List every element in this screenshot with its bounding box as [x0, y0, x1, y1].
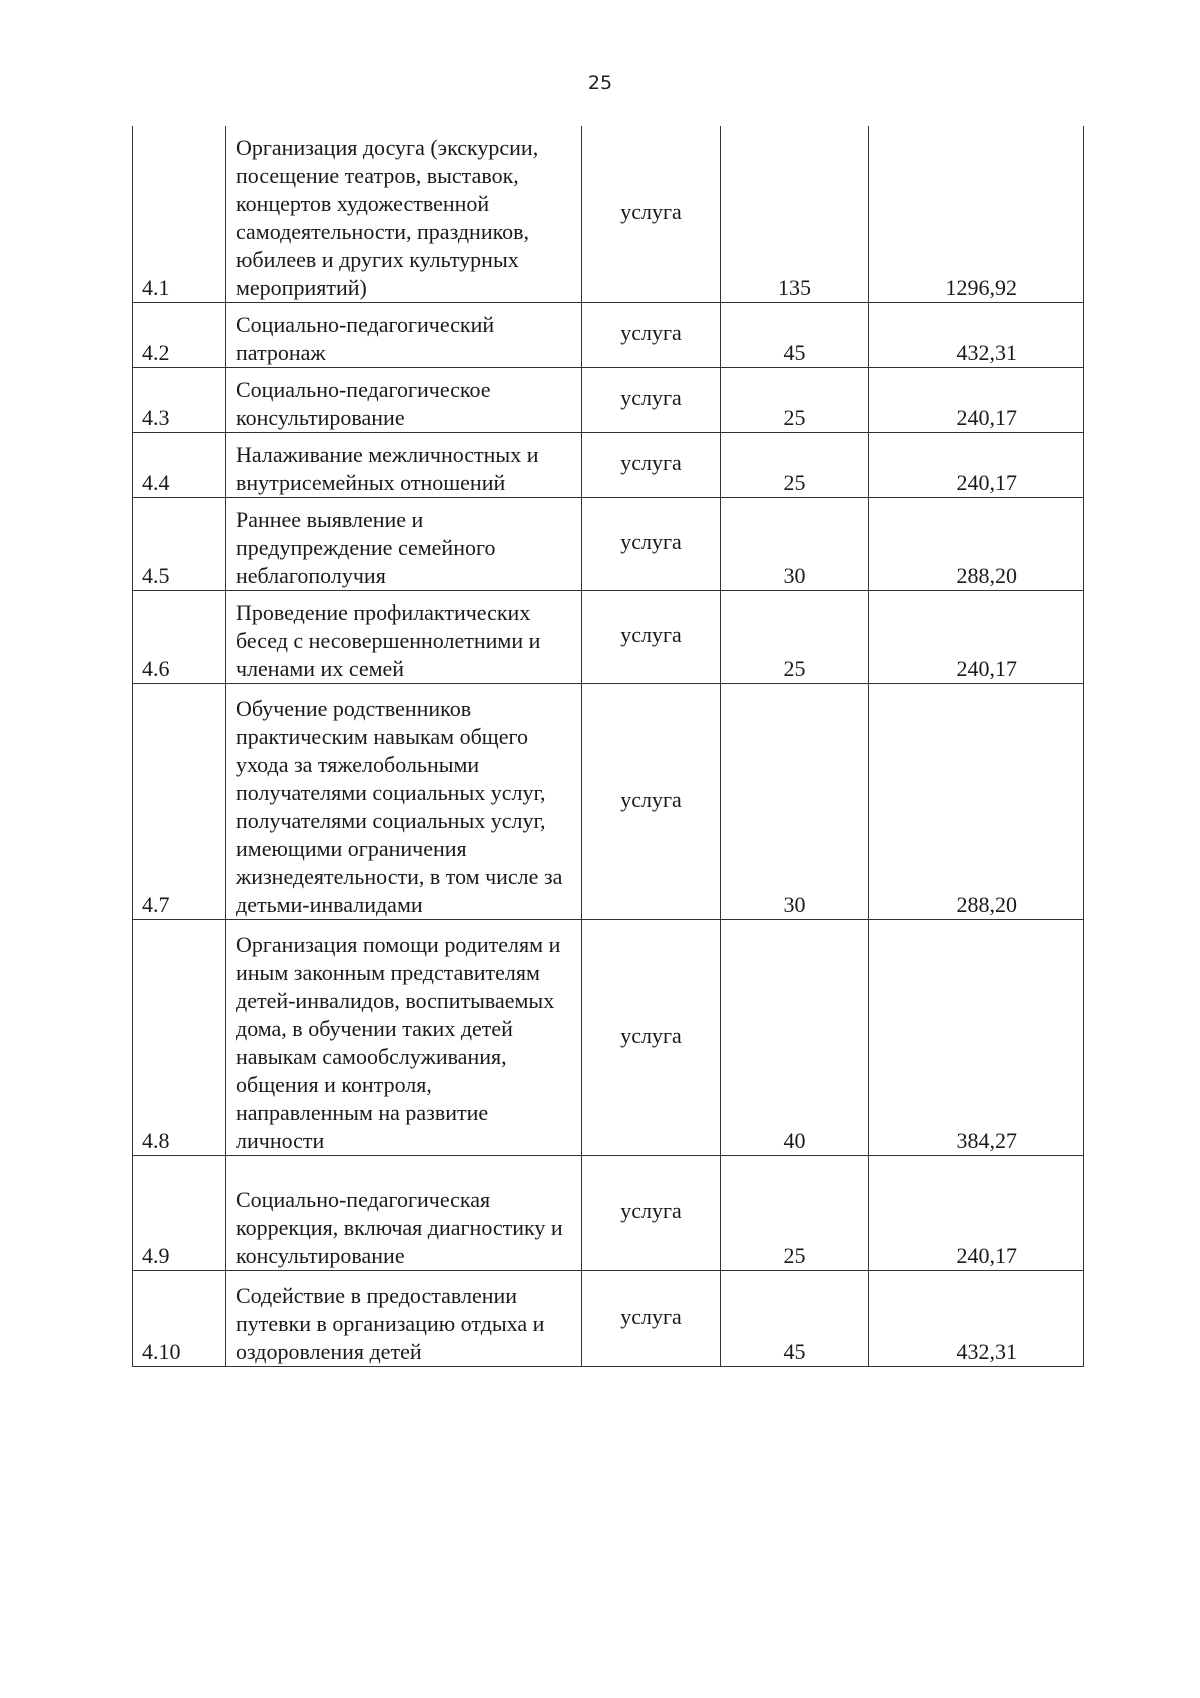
tariff-value: 288,20: [869, 684, 1084, 920]
row-number: 4.9: [133, 1156, 226, 1271]
table-row: [133, 1271, 1084, 1367]
time-norm: 45: [721, 1271, 869, 1367]
time-norm: 30: [721, 498, 869, 591]
row-number: 4.7: [133, 684, 226, 920]
time-norm: 30: [721, 684, 869, 920]
row-number: 4.5: [133, 498, 226, 591]
row-number: 4.3: [133, 368, 226, 433]
table-row: [133, 126, 1084, 303]
time-norm: 45: [721, 303, 869, 368]
unit-of-measure: услуга: [582, 368, 721, 433]
tariff-value: 240,17: [869, 1156, 1084, 1271]
row-number: 4.2: [133, 303, 226, 368]
unit-of-measure: услуга: [582, 1271, 721, 1367]
table-row: [133, 303, 1084, 368]
table-row: [133, 591, 1084, 684]
services-table: [132, 126, 1084, 1367]
tariff-value: 288,20: [869, 498, 1084, 591]
service-name: Организация досуга (экскурсии, посещение театров, выставок, концертов художественной самодеятельности, праздников, юбилеев и других культурных мероприятий): [226, 126, 582, 303]
service-name: Социально-педагогическая коррекция, включая диагностику и консультирование: [226, 1156, 582, 1271]
service-name: Обучение родственников практическим навыкам общего ухода за тяжелобольными получателями социальных услуг, получателями социальных услуг, имеющими ограничения жизнедеятельности, в том числе за детьми-инвалидами: [226, 684, 582, 920]
row-number: 4.1: [133, 126, 226, 303]
table-row: [133, 498, 1084, 591]
table-row: [133, 684, 1084, 920]
table-row: [133, 433, 1084, 498]
table-row: [133, 1156, 1084, 1271]
time-norm: 25: [721, 433, 869, 498]
tariff-value: 432,31: [869, 303, 1084, 368]
unit-of-measure: услуга: [582, 920, 721, 1156]
service-name: Содействие в предоставлении путевки в организацию отдыха и оздоровления детей: [226, 1271, 582, 1367]
service-name: Социально-педагогическое консультирование: [226, 368, 582, 433]
time-norm: 40: [721, 920, 869, 1156]
service-name: Проведение профилактических бесед с несовершеннолетними и членами их семей: [226, 591, 582, 684]
unit-of-measure: услуга: [582, 591, 721, 684]
page-number: 25: [587, 72, 613, 94]
tariff-value: 240,17: [869, 368, 1084, 433]
unit-of-measure: услуга: [582, 684, 721, 920]
tariff-value: 240,17: [869, 433, 1084, 498]
row-number: 4.10: [133, 1271, 226, 1367]
time-norm: 25: [721, 1156, 869, 1271]
unit-of-measure: услуга: [582, 126, 721, 303]
service-name: Налаживание межличностных и внутрисемейных отношений: [226, 433, 582, 498]
time-norm: 25: [721, 368, 869, 433]
service-name: Организация помощи родителям и иным законным представителям детей-инвалидов, воспитываемых дома, в обучении таких детей навыкам самообслуживания, общения и контроля, направленным на развитие личности: [226, 920, 582, 1156]
unit-of-measure: услуга: [582, 303, 721, 368]
unit-of-measure: услуга: [582, 498, 721, 591]
tariff-value: 384,27: [869, 920, 1084, 1156]
table-row: [133, 368, 1084, 433]
table-row: [133, 920, 1084, 1156]
service-name: Раннее выявление и предупреждение семейного неблагополучия: [226, 498, 582, 591]
tariff-value: 432,31: [869, 1271, 1084, 1367]
services-table-body: [133, 126, 1084, 1367]
unit-of-measure: услуга: [582, 433, 721, 498]
row-number: 4.6: [133, 591, 226, 684]
row-number: 4.8: [133, 920, 226, 1156]
row-number: 4.4: [133, 433, 226, 498]
unit-of-measure: услуга: [582, 1156, 721, 1271]
service-name: Социально-педагогический патронаж: [226, 303, 582, 368]
tariff-value: 1296,92: [869, 126, 1084, 303]
tariff-value: 240,17: [869, 591, 1084, 684]
time-norm: 135: [721, 126, 869, 303]
time-norm: 25: [721, 591, 869, 684]
